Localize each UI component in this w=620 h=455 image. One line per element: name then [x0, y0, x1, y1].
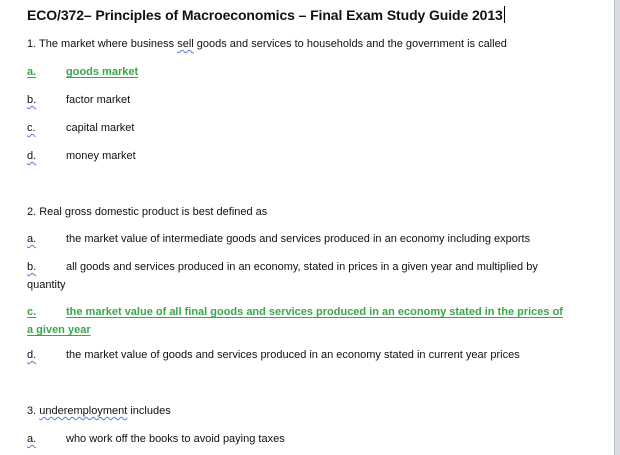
option-letter: a.	[27, 66, 37, 78]
option-letter: c.	[27, 306, 37, 318]
option-text: all goods and services produced in an economy, stated in prices in a given year and multiplied by quantity	[27, 261, 538, 291]
question-2-option-b[interactable]	[27, 258, 567, 294]
question-3-prompt-post: includes	[127, 405, 171, 417]
option-letter: d.	[27, 349, 37, 361]
option-text: who work off the books to avoid paying taxes	[66, 433, 285, 445]
question-1-option-d[interactable]	[27, 150, 136, 162]
question-3-prompt-pre: 3.	[27, 405, 40, 417]
option-letter: b.	[27, 261, 37, 273]
option-letter: b.	[27, 94, 37, 106]
question-1-option-a[interactable]	[27, 66, 138, 78]
question-1-prompt	[27, 38, 507, 50]
question-1-prompt-post: goods and services to households and the government is called	[193, 38, 507, 50]
option-text: capital market	[66, 122, 135, 134]
question-2-prompt: 2. Real gross domestic product is best defined as	[27, 206, 268, 218]
option-letter: d.	[27, 150, 37, 162]
option-text: goods market	[66, 66, 139, 78]
option-text: the market value of goods and services produced in an economy stated in current year prices	[66, 349, 520, 361]
option-letter: c.	[27, 122, 36, 134]
option-text: the market value of all final goods and services produced in an economy stated in the prices of a given year	[27, 306, 563, 336]
document-title[interactable]	[27, 6, 505, 23]
question-1-option-c[interactable]	[27, 122, 134, 134]
question-2-option-a[interactable]	[27, 233, 530, 245]
option-letter: a.	[27, 233, 37, 245]
question-1-prompt-pre: 1. The market where business	[27, 38, 178, 50]
option-text: money market	[66, 150, 136, 162]
option-letter: a.	[27, 433, 37, 445]
text-cursor	[504, 6, 505, 23]
question-3-option-a[interactable]	[27, 433, 285, 445]
option-text: the market value of intermediate goods and services produced in an economy including exports	[66, 233, 531, 245]
question-3-prompt	[27, 405, 171, 417]
option-text: factor market	[66, 94, 131, 106]
question-2-option-d[interactable]	[27, 349, 520, 361]
document-title-text: ECO/372– Principles of Macroeconomics – Final Exam Study Guide 2013	[27, 7, 503, 23]
spellcheck-flagged-word[interactable]: sell	[177, 38, 194, 50]
spellcheck-flagged-word[interactable]: underemployment	[39, 405, 128, 417]
question-1-option-b[interactable]	[27, 94, 130, 106]
question-2-option-c[interactable]	[27, 303, 567, 339]
window-edge	[614, 0, 620, 455]
